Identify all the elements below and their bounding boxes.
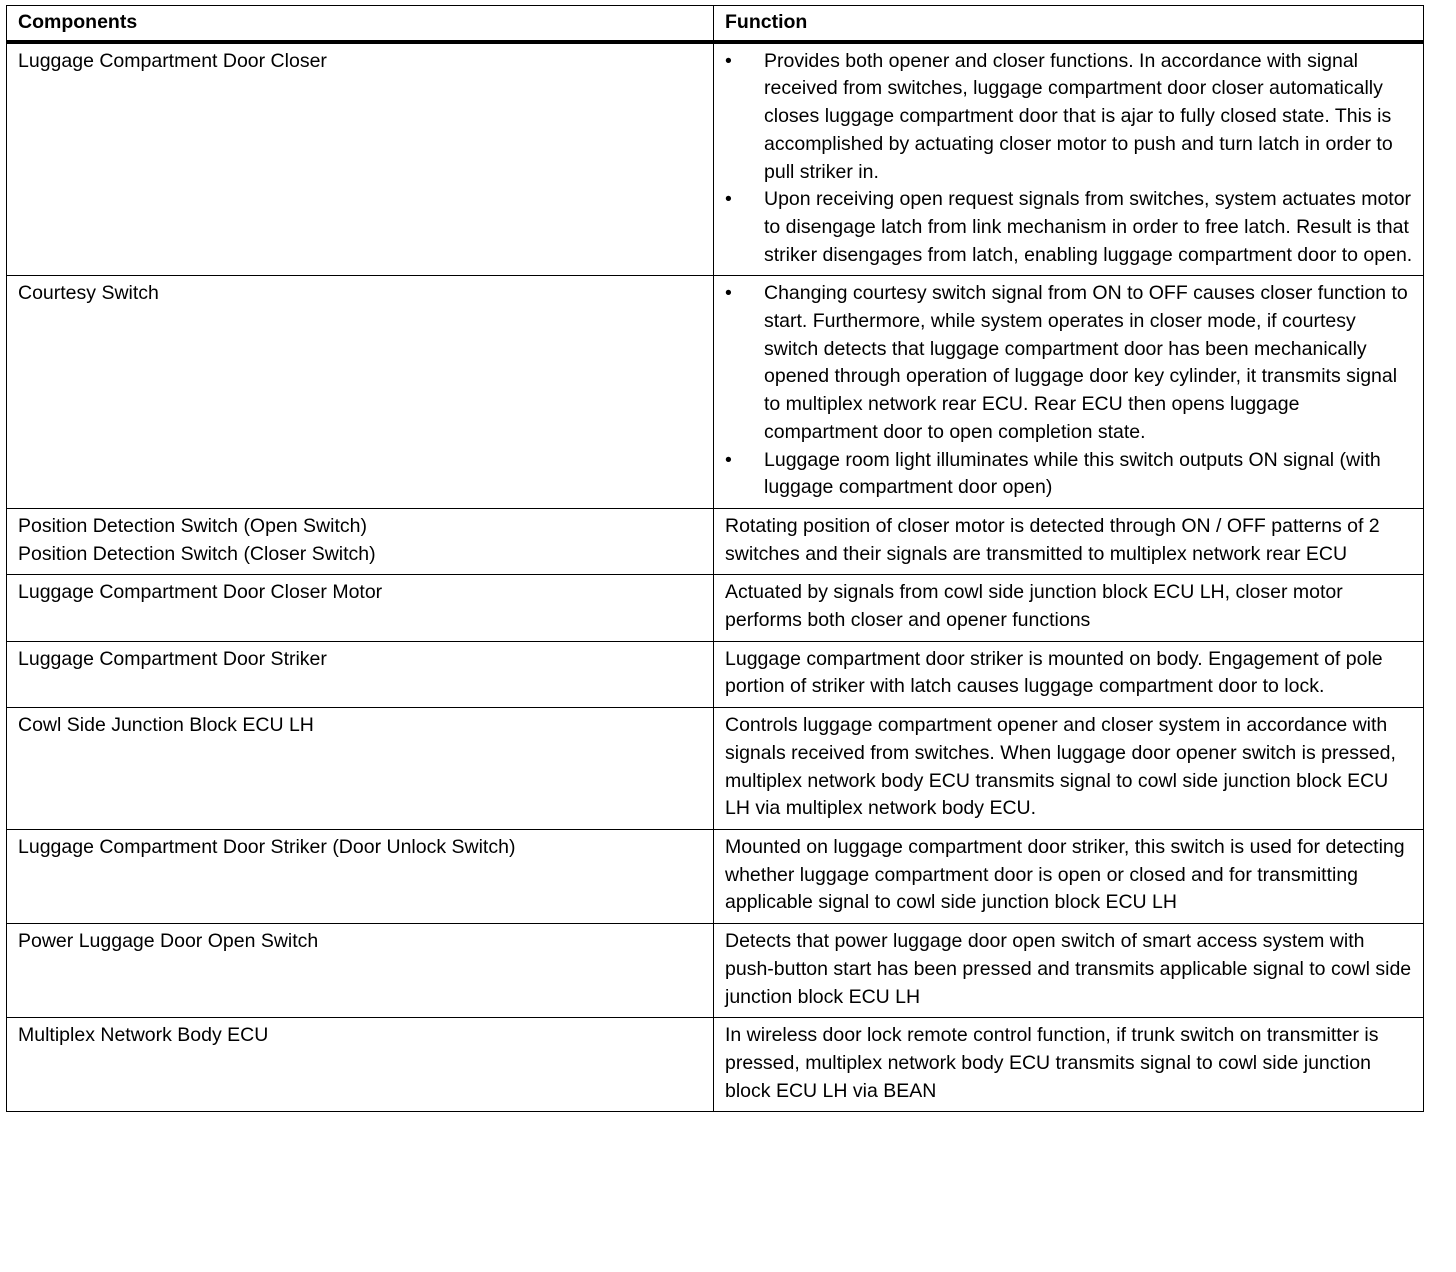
table-row (7, 1018, 1424, 1112)
bullet-icon: • (725, 448, 732, 471)
function-cell (714, 829, 1424, 923)
function-cell (714, 508, 1424, 574)
table-row (7, 276, 1424, 509)
bullet-icon: • (725, 188, 732, 211)
function-text: Rotating position of closer motor is detected through ON / OFF patterns of 2 switches and their signals are transmitted to multiplex network rear ECU (725, 514, 1380, 565)
function-text: Detects that power luggage door open switch of smart access system with push-button start has been pressed and transmits applicable signal to cowl side junction block ECU LH (725, 930, 1412, 1008)
component-cell (7, 1018, 714, 1112)
component-cell (7, 575, 714, 641)
component-name: Position Detection Switch (Open Switch) (18, 514, 367, 537)
function-bullet-item (725, 186, 1413, 269)
function-cell (714, 42, 1424, 276)
component-cell (7, 708, 714, 830)
function-bullet-item (725, 48, 1413, 187)
component-name: Multiplex Network Body ECU (18, 1024, 269, 1047)
table-row (7, 508, 1424, 574)
function-bullet-list (725, 280, 1413, 502)
function-bullet-text: Luggage room light illuminates while this switch outputs ON signal (with luggage compartment door open) (764, 448, 1381, 499)
function-cell (714, 924, 1424, 1018)
function-bullet-list (725, 48, 1413, 270)
function-text: Mounted on luggage compartment door striker, this switch is used for detecting whether luggage compartment door is open or closed and for transmitting applicable signal to cowl side junction block ECU LH (725, 835, 1405, 914)
function-cell (714, 708, 1424, 830)
table-row (7, 641, 1424, 707)
table-row (7, 924, 1424, 1018)
components-column-header: Components (7, 6, 714, 42)
function-text: Luggage compartment door striker is mounted on body. Engagement of pole portion of striker with latch causes luggage compartment door to lock. (725, 647, 1383, 698)
component-name: Luggage Compartment Door Striker (18, 647, 327, 670)
bullet-icon: • (725, 282, 732, 305)
table-header-row (7, 6, 1424, 42)
function-text: Controls luggage compartment opener and closer system in accordance with signals received from switches. When luggage door opener switch is pressed, multiplex network body ECU transmits signal to cowl side junction block ECU LH via multiplex network body ECU. (725, 714, 1396, 820)
function-bullet-text: Provides both opener and closer functions. In accordance with signal received from switches, luggage compartment door closer automatically closes luggage compartment door that is ajar to fully closed state. This is accomplished by actuating closer motor to push and turn latch in order to pull striker in. (764, 49, 1393, 183)
components-function-table (6, 5, 1424, 1112)
table-row (7, 575, 1424, 641)
component-cell (7, 508, 714, 574)
function-bullet-text: Changing courtesy switch signal from ON to OFF causes closer function to start. Furthermore, while system operates in closer mode, if courtesy switch detects that luggage compartment door has been mechanically opened through operation of luggage door key cylinder, it transmits signal to multiplex network rear ECU. Rear ECU then opens luggage compartment door to open completion state. (764, 282, 1408, 443)
component-cell (7, 641, 714, 707)
function-text: Actuated by signals from cowl side junction block ECU LH, closer motor performs both closer and opener functions (725, 581, 1343, 632)
component-name: Cowl Side Junction Block ECU LH (18, 714, 314, 737)
component-name: Position Detection Switch (Closer Switch) (18, 542, 376, 565)
function-column-header: Function (714, 6, 1424, 42)
function-cell (714, 641, 1424, 707)
component-name: Luggage Compartment Door Closer Motor (18, 581, 383, 604)
table-row (7, 708, 1424, 830)
component-name: Luggage Compartment Door Closer (18, 49, 327, 72)
function-bullet-text: Upon receiving open request signals from switches, system actuates motor to disengage latch from link mechanism in order to free latch. Result is that striker disengages from latch, enabling luggage compartment door to open. (764, 188, 1413, 266)
component-name: Luggage Compartment Door Striker (Door Unlock Switch) (18, 835, 516, 858)
component-cell (7, 829, 714, 923)
component-name: Power Luggage Door Open Switch (18, 930, 319, 953)
component-cell (7, 276, 714, 509)
table-row (7, 42, 1424, 276)
function-cell (714, 276, 1424, 509)
function-cell (714, 1018, 1424, 1112)
component-cell (7, 924, 714, 1018)
function-text: In wireless door lock remote control function, if trunk switch on transmitter is pressed, multiplex network body ECU transmits signal to cowl side junction block ECU LH via BEAN (725, 1024, 1379, 1102)
component-name: Courtesy Switch (18, 282, 159, 305)
component-cell (7, 42, 714, 276)
function-cell (714, 575, 1424, 641)
function-bullet-item (725, 280, 1413, 446)
table-row (7, 829, 1424, 923)
bullet-icon: • (725, 49, 732, 72)
function-bullet-item (725, 447, 1413, 502)
